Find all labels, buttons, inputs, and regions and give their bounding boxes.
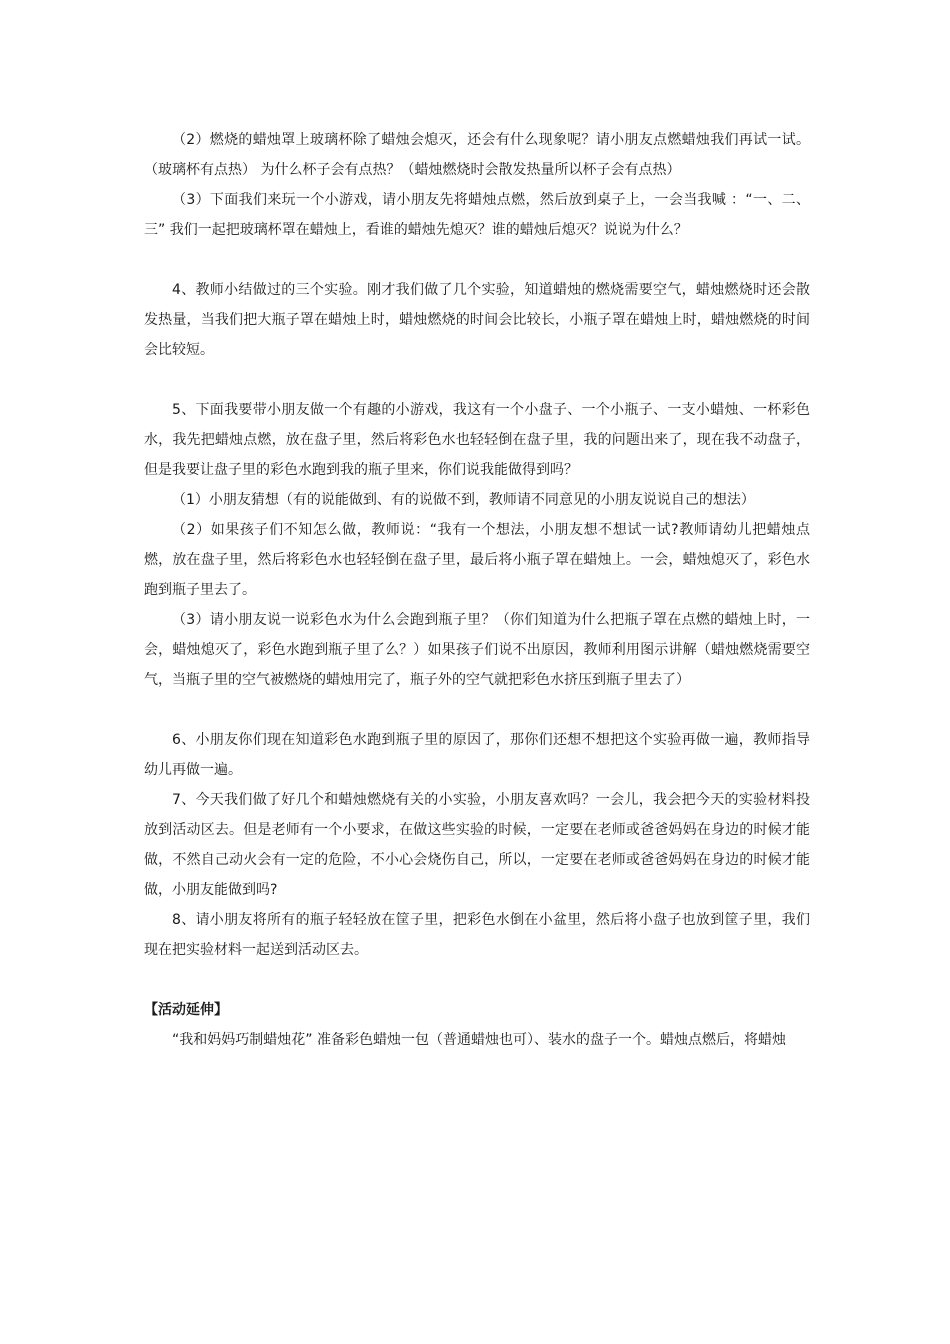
document-body (144, 125, 810, 1055)
paragraph-step-3-2: （2）燃烧的蜡烛罩上玻璃杯除了蜡烛会熄灭，还会有什么现象呢？请小朋友点燃蜡烛我们再试一试。（玻璃杯有点热） 为什么杯子会有点热？（蜡烛燃烧时会散发热量所以杯子会有点热） (144, 132, 810, 178)
paragraph-extension: “我和妈妈巧制蜡烛花” 准备彩色蜡烛一包（普通蜡烛也可）、装水的盘子一个。蜡烛点燃后，将蜡烛 (172, 1032, 786, 1048)
section-heading-extension: 【活动延伸】 (144, 1002, 228, 1018)
paragraph-step-4: 4、教师小结做过的三个实验。刚才我们做了几个实验，知道蜡烛的燃烧需要空气，蜡烛燃烧时还会散发热量，当我们把大瓶子罩在蜡烛上时，蜡烛燃烧的时间会比较长，小瓶子罩在蜡烛上时，蜡烛燃烧的时间会比较短。 (144, 282, 810, 358)
paragraph-step-5: 5、下面我要带小朋友做一个有趣的小游戏，我这有一个小盘子、一个小瓶子、一支小蜡烛、一杯彩色水，我先把蜡烛点燃，放在盘子里，然后将彩色水也轻轻倒在盘子里，我的问题出来了，现在我不动盘子，但是我要让盘子里的彩色水跑到我的瓶子里来，你们说我能做得到吗？ (144, 402, 810, 478)
paragraph-step-3-3: （3）下面我们来玩一个小游戏，请小朋友先将蜡烛点燃，然后放到桌子上，一会当我喊 ：“一、二、三” 我们一起把玻璃杯罩在蜡烛上，看谁的蜡烛先熄灭？谁的蜡烛后熄灭？说说为什么？ (144, 192, 810, 238)
spacer (144, 245, 810, 275)
spacer (144, 965, 810, 995)
paragraph-step-8: 8、请小朋友将所有的瓶子轻轻放在筐子里，把彩色水倒在小盆里，然后将小盘子也放到筐子里，我们现在把实验材料一起送到活动区去。 (144, 912, 810, 958)
paragraph-step-5-3: （3）请小朋友说一说彩色水为什么会跑到瓶子里？（你们知道为什么把瓶子罩在点燃的蜡烛上时，一会，蜡烛熄灭了，彩色水跑到瓶子里了么？）如果孩子们说不出原因，教师利用图示讲解（蜡烛燃烧需要空气，当瓶子里的空气被燃烧的蜡烛用完了，瓶子外的空气就把彩色水挤压到瓶子里去了） (144, 612, 810, 688)
paragraph-step-7: 7、今天我们做了好几个和蜡烛燃烧有关的小实验，小朋友喜欢吗？一会儿，我会把今天的实验材料投放到活动区去。但是老师有一个小要求，在做这些实验的时候，一定要在老师或爸爸妈妈在身边的时候才能做，不然自己动火会有一定的危险，不小心会烧伤自己，所以，一定要在老师或爸爸妈妈在身边的时候才能做，小朋友能做到吗? (144, 792, 810, 898)
spacer (144, 365, 810, 395)
paragraph-step-6: 6、小朋友你们现在知道彩色水跑到瓶子里的原因了，那你们还想不想把这个实验再做一遍，教师指导幼儿再做一遍。 (144, 732, 810, 778)
paragraph-step-5-1: （1）小朋友猜想（有的说能做到、有的说做不到，教师请不同意见的小朋友说说自己的想法） (172, 492, 755, 508)
spacer (144, 695, 810, 725)
paragraph-step-5-2: （2）如果孩子们不知怎么做，教师说：“我有一个想法，小朋友想不想试一试?教师请幼儿把蜡烛点燃，放在盘子里，然后将彩色水也轻轻倒在盘子里，最后将小瓶子罩在蜡烛上。一会，蜡烛熄灭了，彩色水跑到瓶子里去了。 (144, 522, 810, 598)
